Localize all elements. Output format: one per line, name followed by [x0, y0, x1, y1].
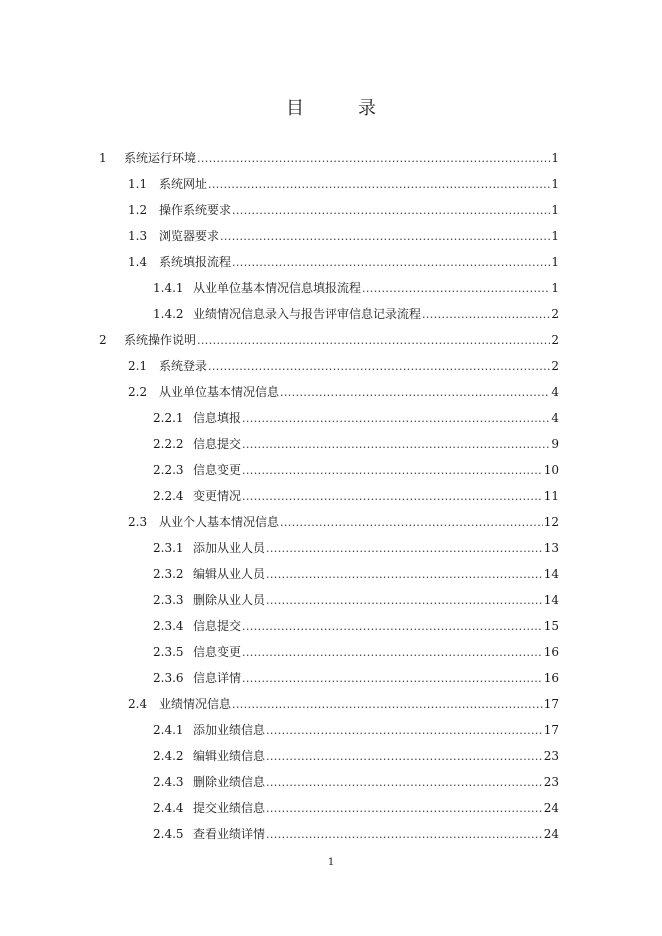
- dot-leader: [266, 772, 543, 794]
- dot-leader: [266, 590, 543, 612]
- dot-leader: [220, 226, 550, 248]
- toc-entry-page: 10: [543, 463, 559, 477]
- toc-entry-number: 2.3.1: [153, 541, 184, 555]
- dot-leader: [242, 460, 543, 482]
- toc-entry-number: 1.4.2: [153, 307, 184, 321]
- toc-entry[interactable]: [0, 719, 662, 741]
- toc-entry-page: 1: [551, 203, 559, 217]
- toc-entry-title: 信息提交: [193, 437, 242, 451]
- toc-entry[interactable]: [0, 693, 662, 715]
- toc-entry-page: 1: [551, 281, 559, 295]
- toc-entry-number: 1.2: [128, 203, 148, 217]
- toc-entry-title: 信息变更: [193, 463, 242, 477]
- toc-entry-title: 从业个人基本情况信息: [159, 515, 280, 529]
- toc-entry-page: 11: [543, 489, 559, 503]
- toc-entry-title: 信息提交: [193, 619, 242, 633]
- toc-entry-number: 2.4.5: [153, 827, 184, 841]
- toc-entry[interactable]: [0, 485, 662, 507]
- dot-leader: [208, 356, 550, 378]
- toc-entry-title: 操作系统要求: [159, 203, 232, 217]
- dot-leader: [242, 486, 543, 508]
- toc-entry-page: 9: [551, 437, 559, 451]
- toc-entry-page: 4: [551, 385, 559, 399]
- toc-entry-number: 2.2: [128, 385, 148, 399]
- toc-entry-number: 2.4.2: [153, 749, 184, 763]
- toc-entry[interactable]: [0, 641, 662, 663]
- toc-entry-title: 系统网址: [159, 177, 208, 191]
- toc-entry-number: 2.2.3: [153, 463, 184, 477]
- toc-entry[interactable]: [0, 511, 662, 533]
- dot-leader: [242, 408, 550, 430]
- toc-entry[interactable]: [0, 277, 662, 299]
- toc-entry-number: 2.3.3: [153, 593, 184, 607]
- toc-entry-number: 2.4.3: [153, 775, 184, 789]
- toc-entry-title: 信息填报: [193, 411, 242, 425]
- toc-entry[interactable]: [0, 797, 662, 819]
- toc-entry-number: 1.4: [128, 255, 148, 269]
- dot-leader: [242, 668, 543, 690]
- dot-leader: [197, 148, 550, 170]
- toc-entry-number: 2.4: [128, 697, 148, 711]
- toc-entry-page: 1: [551, 151, 559, 165]
- toc-entry-title: 信息详情: [193, 671, 242, 685]
- toc-entry-title: 系统填报流程: [159, 255, 232, 269]
- toc-entry-title: 浏览器要求: [159, 229, 220, 243]
- toc-entry[interactable]: [0, 355, 662, 377]
- toc-entry-title: 业绩情况信息录入与报告评审信息记录流程: [193, 307, 422, 321]
- toc-entry-title: 编辑业绩信息: [193, 749, 266, 763]
- dot-leader: [242, 616, 543, 638]
- toc-entry[interactable]: [0, 667, 662, 689]
- toc-entry[interactable]: [0, 381, 662, 403]
- toc-entry-number: 2.2.1: [153, 411, 184, 425]
- toc-entry-title: 查看业绩详情: [193, 827, 266, 841]
- toc-entry[interactable]: [0, 589, 662, 611]
- dot-leader: [208, 174, 550, 196]
- toc-entry-number: 2.3: [128, 515, 148, 529]
- dot-leader: [422, 304, 550, 326]
- toc-entry-number: 2.2.4: [153, 489, 184, 503]
- toc-entry-page: 24: [543, 827, 559, 841]
- toc-entry-page: 17: [543, 723, 559, 737]
- toc-entry-title: 提交业绩信息: [193, 801, 266, 815]
- toc-entry-number: 1.1: [128, 177, 148, 191]
- toc-entry-page: 23: [543, 775, 559, 789]
- toc-entry[interactable]: [0, 173, 662, 195]
- dot-leader: [362, 278, 550, 300]
- toc-entry-page: 4: [551, 411, 559, 425]
- page-title: 目 录: [286, 98, 394, 119]
- dot-leader: [266, 564, 543, 586]
- toc-entry-page: 14: [543, 593, 559, 607]
- dot-leader: [197, 330, 550, 352]
- toc-entry-page: 13: [543, 541, 559, 555]
- toc-entry-title: 从业单位基本情况信息填报流程: [193, 281, 362, 295]
- toc-entry[interactable]: [0, 225, 662, 247]
- toc-entry-page: 2: [551, 307, 559, 321]
- dot-leader: [232, 200, 550, 222]
- toc-entry-title: 删除从业人员: [193, 593, 266, 607]
- toc-entry-title: 编辑从业人员: [193, 567, 266, 581]
- toc-entry[interactable]: [0, 459, 662, 481]
- toc-entry-page: 15: [543, 619, 559, 633]
- dot-leader: [280, 382, 550, 404]
- dot-leader: [242, 642, 543, 664]
- toc-entry-number: 2.4.4: [153, 801, 184, 815]
- toc-entry[interactable]: [0, 147, 662, 169]
- dot-leader: [266, 798, 543, 820]
- toc-entry-number: 2: [99, 333, 107, 347]
- toc-entry-number: 2.2.2: [153, 437, 184, 451]
- toc-entry-number: 2.3.5: [153, 645, 184, 659]
- toc-entry-title: 从业单位基本情况信息: [159, 385, 280, 399]
- dot-leader: [232, 694, 543, 716]
- toc-entry[interactable]: [0, 615, 662, 637]
- toc-entry-title: 信息变更: [193, 645, 242, 659]
- toc-entry-page: 1: [551, 177, 559, 191]
- toc-entry-title: 变更情况: [193, 489, 242, 503]
- toc-entry[interactable]: [0, 745, 662, 767]
- toc-entry-page: 16: [543, 645, 559, 659]
- toc-entry[interactable]: [0, 823, 662, 845]
- dot-leader: [280, 512, 543, 534]
- toc-entry-title: 系统操作说明: [124, 333, 197, 347]
- toc-entry-page: 17: [543, 697, 559, 711]
- toc-entry-number: 1: [99, 151, 107, 165]
- dot-leader: [266, 720, 543, 742]
- toc-entry-title: 系统登录: [159, 359, 208, 373]
- dot-leader: [266, 538, 543, 560]
- toc-entry[interactable]: [0, 407, 662, 429]
- toc-entry-number: 1.4.1: [153, 281, 184, 295]
- dot-leader: [266, 746, 543, 768]
- toc-entry[interactable]: [0, 251, 662, 273]
- toc-entry-page: 1: [551, 229, 559, 243]
- toc-entry-title: 添加业绩信息: [193, 723, 266, 737]
- toc-entry[interactable]: [0, 199, 662, 221]
- toc-entry-page: 1: [551, 255, 559, 269]
- page-number: 1: [327, 857, 335, 868]
- toc-entry[interactable]: [0, 563, 662, 585]
- toc-entry-title: 业绩情况信息: [159, 697, 232, 711]
- toc-entry-number: 2.3.6: [153, 671, 184, 685]
- toc-entry-title: 添加从业人员: [193, 541, 266, 555]
- toc-entry[interactable]: [0, 771, 662, 793]
- toc-entry-number: 2.3.4: [153, 619, 184, 633]
- toc-entry-title: 删除业绩信息: [193, 775, 266, 789]
- toc-entry-page: 2: [551, 333, 559, 347]
- toc-entry-page: 2: [551, 359, 559, 373]
- dot-leader: [232, 252, 550, 274]
- toc-entry-number: 2.1: [128, 359, 148, 373]
- toc-entry[interactable]: [0, 303, 662, 325]
- toc-entry-page: 24: [543, 801, 559, 815]
- toc-entry[interactable]: [0, 537, 662, 559]
- toc-entry-page: 14: [543, 567, 559, 581]
- toc-entry-page: 16: [543, 671, 559, 685]
- toc-entry[interactable]: [0, 329, 662, 351]
- toc-entry[interactable]: [0, 433, 662, 455]
- toc-entry-number: 1.3: [128, 229, 148, 243]
- toc-entry-number: 2.3.2: [153, 567, 184, 581]
- toc-entry-page: 23: [543, 749, 559, 763]
- toc-entry-number: 2.4.1: [153, 723, 184, 737]
- toc-entry-page: 12: [543, 515, 559, 529]
- toc-entry-title: 系统运行环境: [124, 151, 197, 165]
- dot-leader: [242, 434, 550, 456]
- dot-leader: [266, 824, 543, 846]
